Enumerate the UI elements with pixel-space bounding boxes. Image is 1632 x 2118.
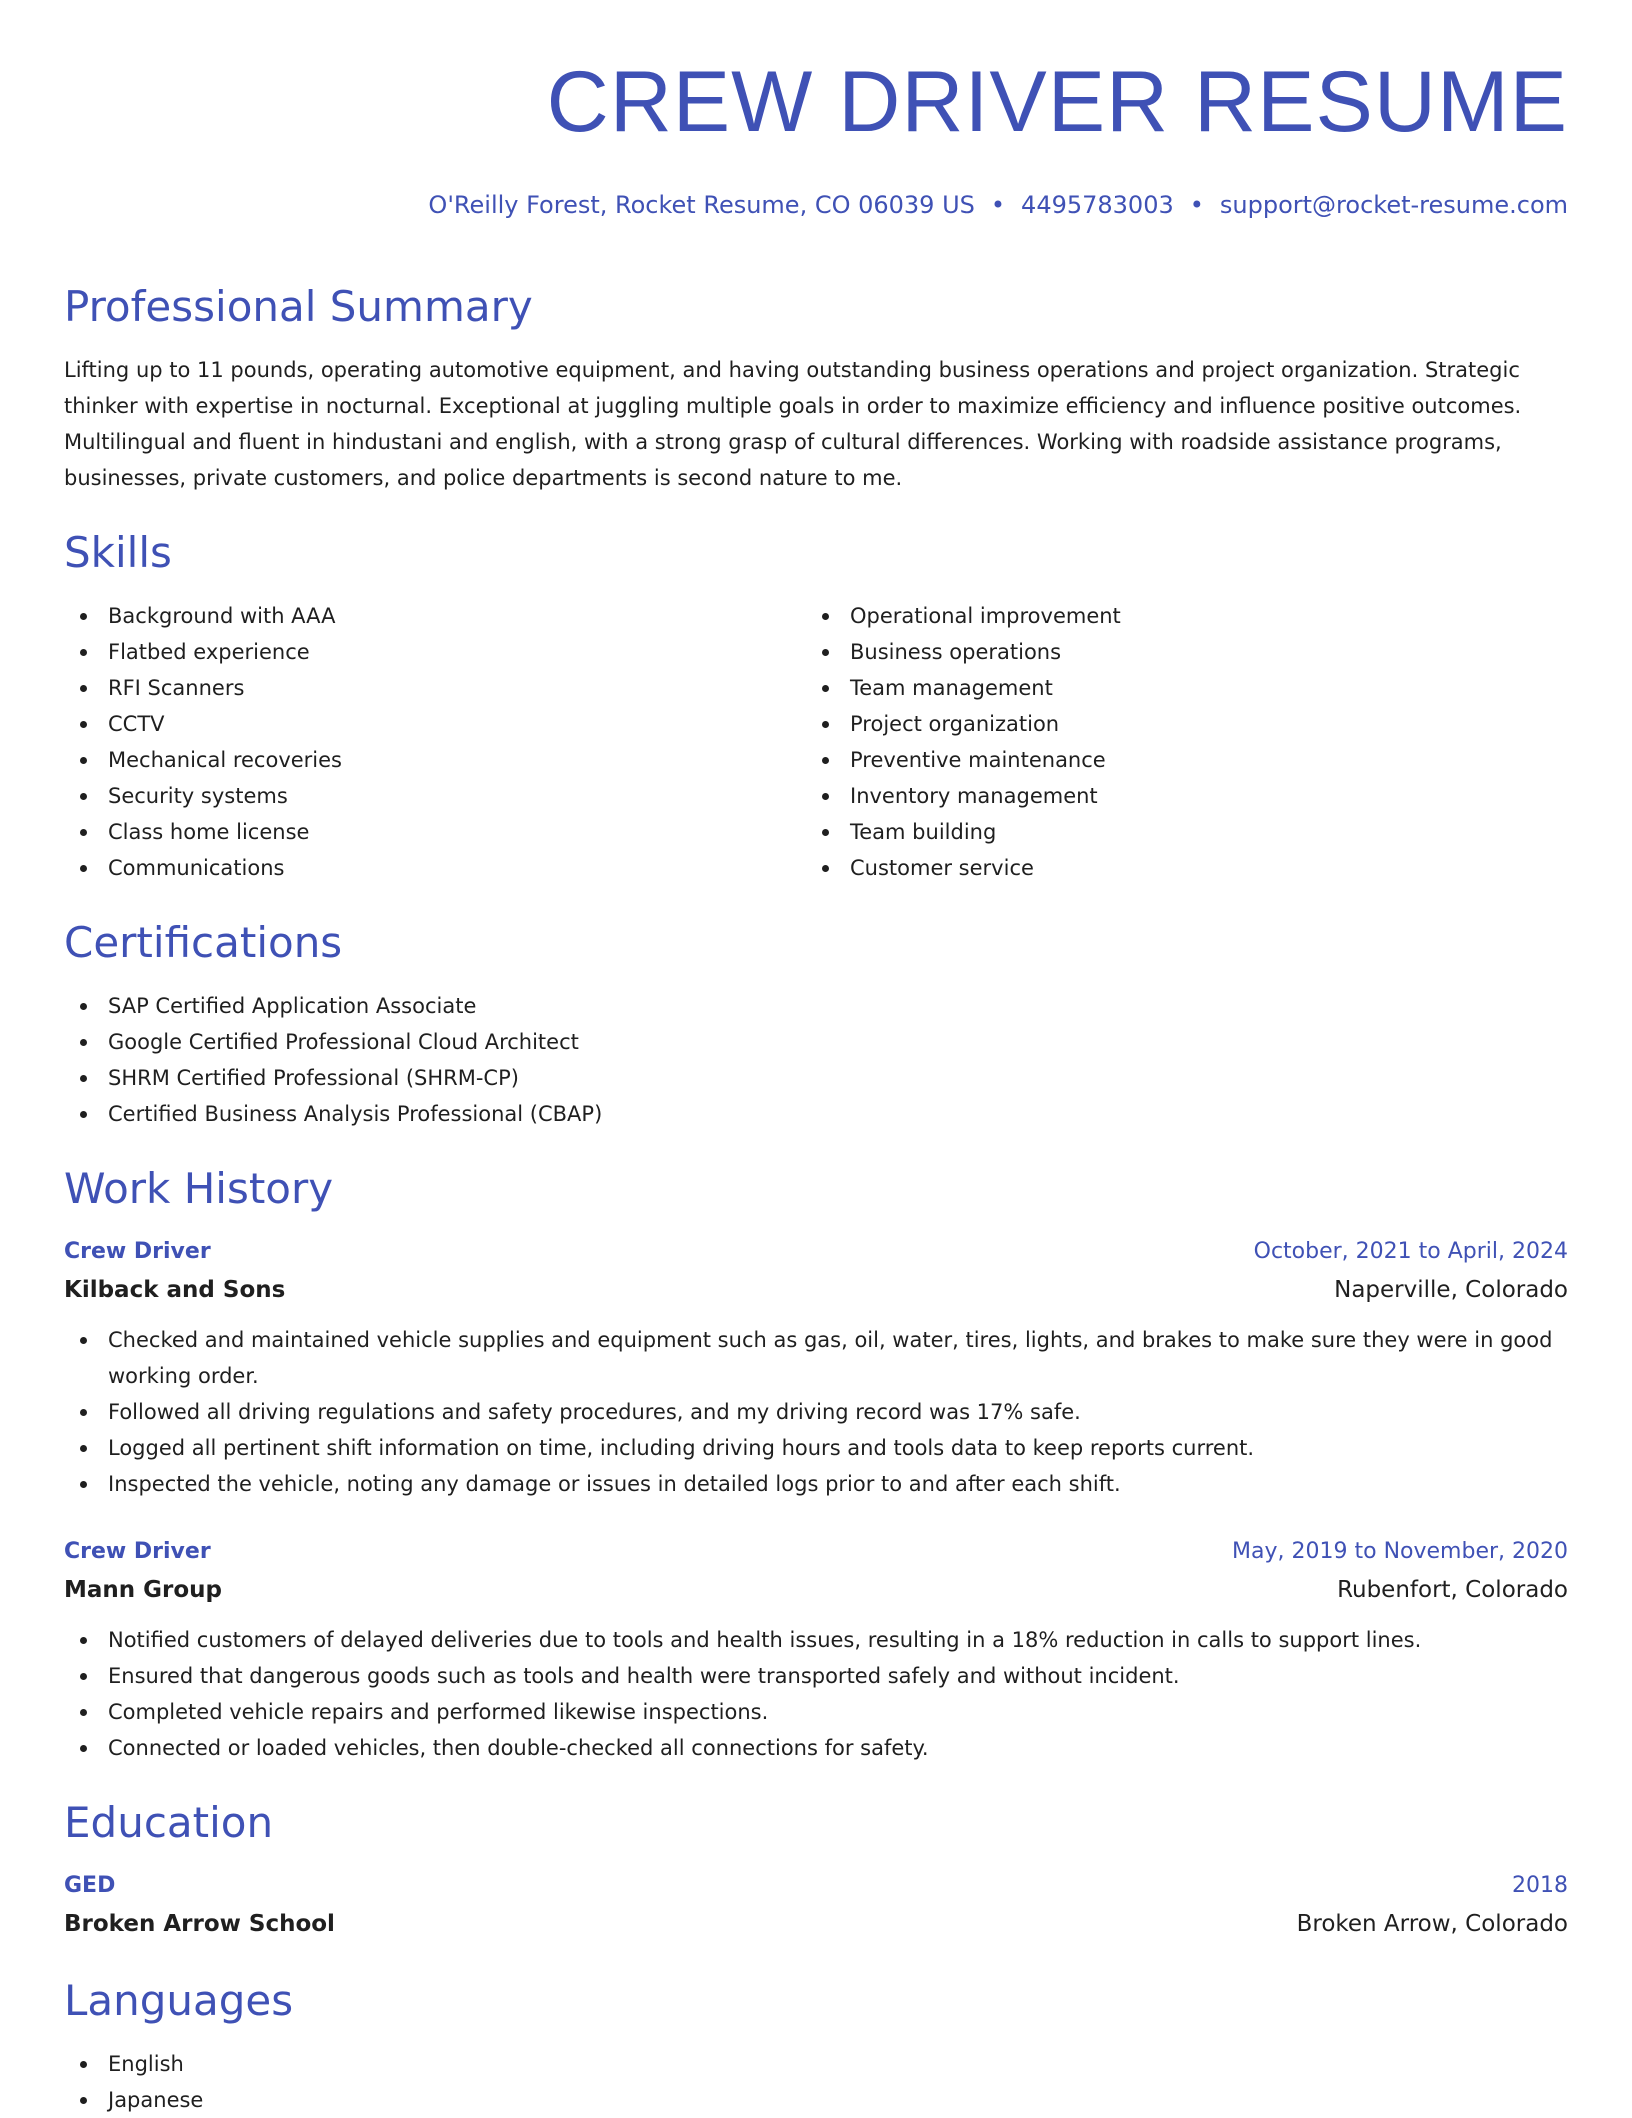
skills-list-left — [64, 598, 806, 886]
languages-list — [64, 2046, 1568, 2118]
job-dates: May, 2019 to November, 2020 — [1232, 1539, 1568, 1564]
job-entry — [64, 1234, 1568, 1502]
languages-heading: Languages — [64, 1976, 294, 2025]
job-dates: October, 2021 to April, 2024 — [1253, 1239, 1568, 1264]
contact-line — [64, 190, 1568, 220]
summary-heading: Professional Summary — [64, 282, 533, 331]
job-duty-item: Notified customers of delayed deliveries due to tools and health issues, resulting in a 18% reduction in calls to support lines. — [64, 1622, 1568, 1658]
certifications-list — [64, 988, 1568, 1132]
skill-item: Operational improvement — [806, 598, 1548, 634]
skills-heading: Skills — [64, 528, 172, 577]
certifications-section — [64, 918, 1568, 1132]
job-company: Kilback and Sons — [64, 1277, 286, 1303]
education-entry — [64, 1868, 1568, 1944]
skill-item: Team management — [806, 670, 1548, 706]
skill-item: Flatbed experience — [64, 634, 806, 670]
skill-item: Communications — [64, 850, 806, 886]
job-company-row — [64, 1570, 1568, 1610]
skill-item: Mechanical recoveries — [64, 742, 806, 778]
skills-grid — [64, 598, 1568, 886]
skill-item: Preventive maintenance — [806, 742, 1548, 778]
certification-item: Google Certified Professional Cloud Architect — [64, 1024, 1568, 1060]
education-location: Broken Arrow, Colorado — [1296, 1911, 1568, 1937]
education-school-row — [64, 1904, 1568, 1944]
skills-section — [64, 528, 1568, 886]
contact-separator: • — [990, 191, 1006, 219]
languages-section — [64, 1976, 1568, 2118]
skill-item: Business operations — [806, 634, 1548, 670]
skill-item: Customer service — [806, 850, 1548, 886]
skill-item: CCTV — [64, 706, 806, 742]
education-school: Broken Arrow School — [64, 1911, 335, 1937]
job-title: Crew Driver — [64, 1539, 211, 1564]
job-duties-list — [64, 1322, 1568, 1502]
contact-email: support@rocket-resume.com — [1219, 191, 1568, 219]
summary-text: Lifting up to 11 pounds, operating automotive equipment, and having outstanding business operations and project organization. Strategic thinker with expertise in nocturnal. Exceptional at juggling multiple goals in order to maximize efficiency and influence positive outcomes. Multilingual and fluent in hindustani and english, with a strong grasp of cultural differences. Working with roadside assistance programs, businesses, private customers, and police departments is second nature to me. — [64, 358, 1522, 490]
certification-item: Certified Business Analysis Professional (CBAP) — [64, 1096, 1568, 1132]
resume-name: CREW DRIVER RESUME — [546, 54, 1568, 150]
job-title-row — [64, 1234, 1568, 1270]
job-title-row — [64, 1534, 1568, 1570]
job-location: Rubenfort, Colorado — [1337, 1577, 1568, 1603]
skill-item: Project organization — [806, 706, 1548, 742]
skill-item: Class home license — [64, 814, 806, 850]
certifications-heading: Certifications — [64, 918, 343, 967]
certification-item: SAP Certified Application Associate — [64, 988, 1568, 1024]
skill-item: Inventory management — [806, 778, 1548, 814]
job-duty-item: Inspected the vehicle, noting any damage or issues in detailed logs prior to and after each shift. — [64, 1466, 1568, 1502]
job-duty-item: Logged all pertinent shift information on time, including driving hours and tools data to keep reports current. — [64, 1430, 1568, 1466]
job-entry — [64, 1534, 1568, 1766]
work-history-heading: Work History — [64, 1164, 334, 1213]
language-item: Japanese — [64, 2082, 1568, 2118]
job-company-row — [64, 1270, 1568, 1310]
job-location: Naperville, Colorado — [1334, 1277, 1568, 1303]
skills-list-right — [806, 598, 1548, 886]
job-duty-item: Followed all driving regulations and safety procedures, and my driving record was 17% safe. — [64, 1394, 1568, 1430]
contact-separator: • — [1189, 191, 1204, 219]
job-duty-item: Ensured that dangerous goods such as tools and health were transported safely and without incident. — [64, 1658, 1568, 1694]
education-heading: Education — [64, 1798, 274, 1847]
education-degree-row — [64, 1868, 1568, 1904]
skill-item: RFI Scanners — [64, 670, 806, 706]
skill-item: Background with AAA — [64, 598, 806, 634]
resume-header — [64, 0, 1568, 220]
job-duty-item: Completed vehicle repairs and performed likewise inspections. — [64, 1694, 1568, 1730]
education-section — [64, 1798, 1568, 1944]
work-history-section — [64, 1164, 1568, 1766]
job-duty-item: Connected or loaded vehicles, then double-checked all connections for safety. — [64, 1730, 1568, 1766]
certification-item: SHRM Certified Professional (SHRM-CP) — [64, 1060, 1568, 1096]
job-title: Crew Driver — [64, 1239, 211, 1264]
skill-item: Team building — [806, 814, 1548, 850]
job-company: Mann Group — [64, 1577, 223, 1603]
education-degree: GED — [64, 1873, 116, 1898]
contact-address: O'Reilly Forest, Rocket Resume, CO 06039 US — [428, 191, 975, 219]
contact-phone: 4495783003 — [1021, 191, 1174, 219]
job-duty-item: Checked and maintained vehicle supplies and equipment such as gas, oil, water, tires, lights, and brakes to make sure they were in good working order. — [64, 1322, 1568, 1394]
language-item: English — [64, 2046, 1568, 2082]
education-year: 2018 — [1512, 1873, 1568, 1898]
skill-item: Security systems — [64, 778, 806, 814]
job-duties-list — [64, 1622, 1568, 1766]
